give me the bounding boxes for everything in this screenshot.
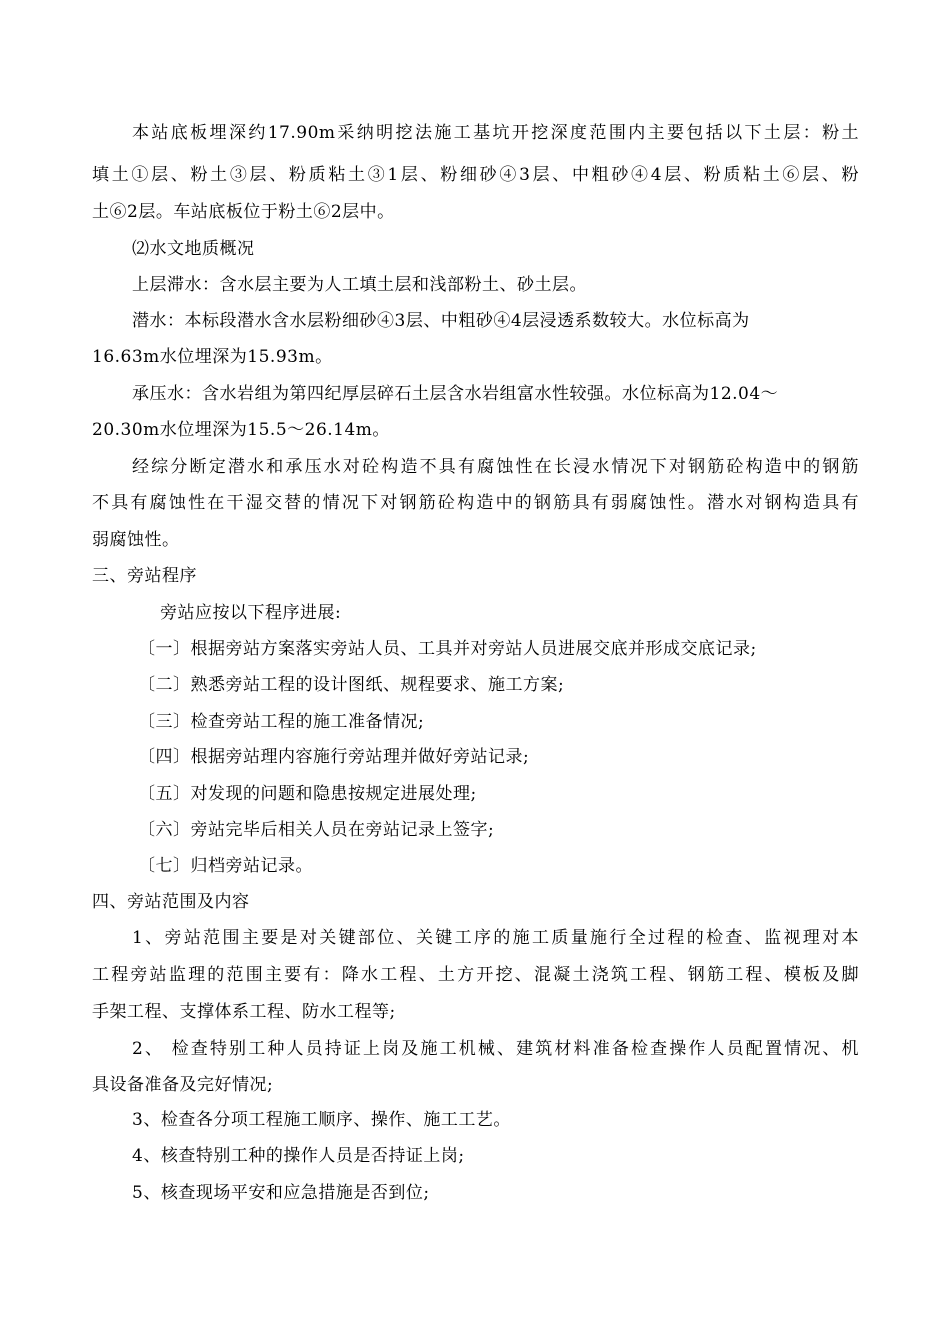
paragraph-line: 填土①层、粉土③层、粉质粘土③1层、粉细砂④3层、中粗砂④4层、粉质粘土⑥层、粉 xyxy=(92,165,859,185)
section-heading: 三、旁站程序 xyxy=(92,566,197,586)
list-item: 〔七〕归档旁站记录。 xyxy=(138,856,313,876)
paragraph-line: 具设备准备及完好情况; xyxy=(92,1075,274,1095)
list-item: 〔二〕熟悉旁站工程的设计图纸、规程要求、施工方案; xyxy=(138,675,565,695)
list-item: 〔一〕根据旁站方案落实旁站人员、工具并对旁站人员进展交底并形成交底记录; xyxy=(138,639,757,659)
paragraph-line: 潜水：本标段潜水含水层粉细砂④3层、中粗砂④4层浸透系数较大。水位标高为 xyxy=(132,311,750,331)
paragraph-line: 手架工程、支撑体系工程、防水工程等; xyxy=(92,1002,396,1022)
paragraph-line: 5、核查现场平安和应急措施是否到位; xyxy=(132,1183,430,1203)
paragraph-line: 20.30m水位埋深为15.5～26.14m。 xyxy=(92,420,390,440)
paragraph-line: 本站底板埋深约17.90m采纳明挖法施工基坑开挖深度范围内主要包括以下土层：粉土 xyxy=(132,123,859,143)
paragraph-line: 4、核查特别工种的操作人员是否持证上岗; xyxy=(132,1146,465,1166)
list-item: 〔三〕检查旁站工程的施工准备情况; xyxy=(138,712,425,732)
paragraph-line: 弱腐蚀性。 xyxy=(92,530,180,550)
paragraph-line: 土⑥2层。车站底板位于粉土⑥2层中。 xyxy=(92,202,395,222)
paragraph-line: 不具有腐蚀性在干湿交替的情况下对钢筋砼构造中的钢筋具有弱腐蚀性。潜水对钢构造具有 xyxy=(92,493,859,513)
list-item: 〔六〕旁站完毕后相关人员在旁站记录上签字; xyxy=(138,820,495,840)
paragraph-line: 1、旁站范围主要是对关键部位、关键工序的施工质量施行全过程的检查、监视理对本 xyxy=(132,928,859,948)
section-heading: 四、旁站范围及内容 xyxy=(92,892,250,912)
paragraph-line: 2、 检查特别工种人员持证上岗及施工机械、建筑材料准备检查操作人员配置情况、机 xyxy=(132,1039,859,1059)
paragraph-line: 承压水：含水岩组为第四纪厚层碎石土层含水岩组富水性较强。水位标高为12.04～ xyxy=(132,384,779,404)
section-subheading: ⑵水文地质概况 xyxy=(132,239,255,259)
list-item: 〔五〕对发现的问题和隐患按规定进展处理; xyxy=(138,784,477,804)
paragraph-line: 16.63m水位埋深为15.93m。 xyxy=(92,347,333,367)
list-item: 〔四〕根据旁站理内容施行旁站理并做好旁站记录; xyxy=(138,747,530,767)
paragraph-line: 上层滞水：含水层主要为人工填土层和浅部粉土、砂土层。 xyxy=(132,275,587,295)
paragraph-line: 工程旁站监理的范围主要有：降水工程、土方开挖、混凝土浇筑工程、钢筋工程、模板及脚 xyxy=(92,965,859,985)
paragraph-line: 经综分断定潜水和承压水对砼构造不具有腐蚀性在长浸水情况下对钢筋砼构造中的钢筋 xyxy=(132,457,859,477)
paragraph-line: 3、检查各分项工程施工顺序、操作、施工工艺。 xyxy=(132,1110,511,1130)
paragraph-line: 旁站应按以下程序进展: xyxy=(160,603,342,623)
